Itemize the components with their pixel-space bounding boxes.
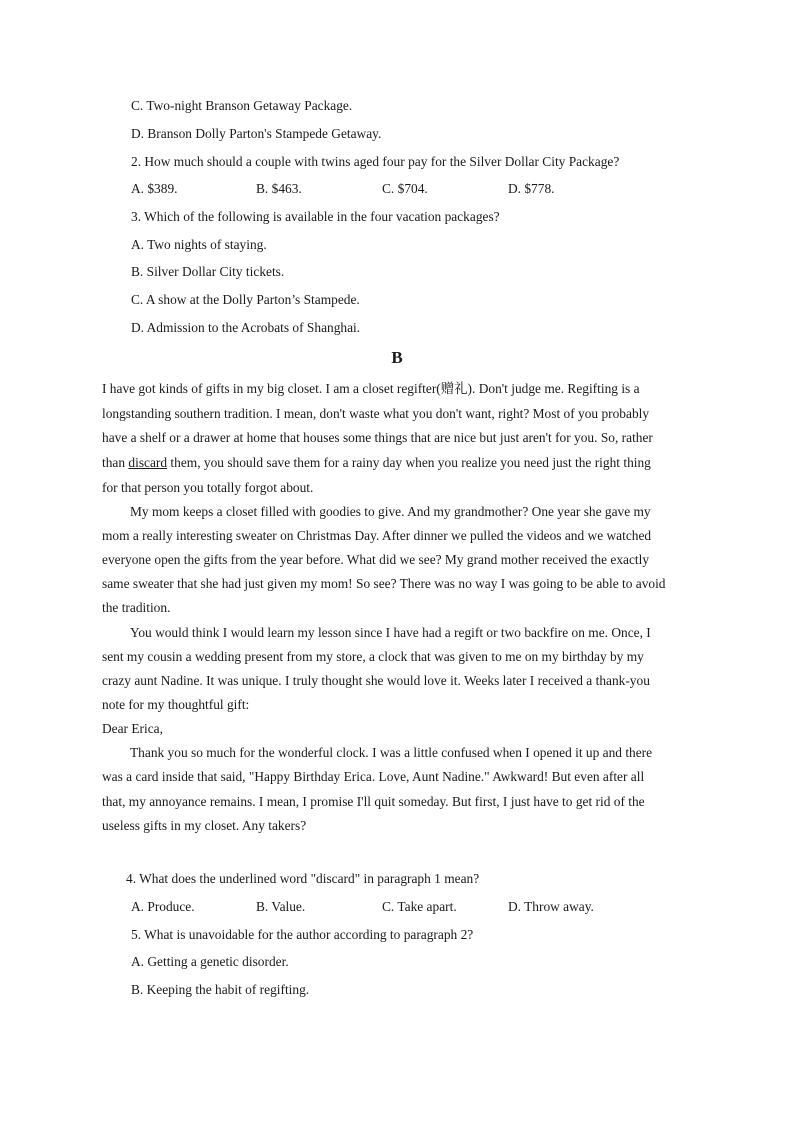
- q4-option-b: B. Value.: [256, 899, 306, 914]
- q2-option-b: B. $463.: [256, 181, 302, 196]
- section-b-heading: B: [391, 348, 403, 367]
- q4-stem: 4. What does the underlined word "discard" in paragraph 1 mean?: [126, 871, 480, 886]
- p3-line-4: note for my thoughtful gift:: [102, 697, 250, 712]
- q4-option-d: D. Throw away.: [508, 899, 594, 914]
- q2-option-c: C. $704.: [382, 181, 428, 196]
- q5-stem: 5. What is unavoidable for the author according to paragraph 2?: [131, 927, 474, 942]
- p1-line-4: [102, 456, 651, 469]
- p3-line-2: sent my cousin a wedding present from my store, a clock that was given to me on my birthday by my: [102, 649, 644, 664]
- q3-stem: 3. Which of the following is available in the four vacation packages?: [131, 209, 500, 224]
- q5-option-a: A. Getting a genetic disorder.: [131, 954, 289, 969]
- p1-line-2: longstanding southern tradition. I mean, don't waste what you don't want, right? Most of you probably: [102, 406, 650, 421]
- p2-line-3: everyone open the gifts from the year before. What did we see? My grand mother received the exactly: [102, 552, 650, 567]
- p2-line-2: mom a really interesting sweater on Christmas Day. After dinner we pulled the videos and we watched: [102, 528, 652, 543]
- q2-stem: 2. How much should a couple with twins aged four pay for the Silver Dollar City Package?: [131, 154, 620, 169]
- q3-option-d: D. Admission to the Acrobats of Shanghai.: [131, 320, 361, 335]
- p1-line-4-after: them, you should save them for a rainy day when you realize you need just the right thing: [167, 455, 651, 470]
- q5-option-b: B. Keeping the habit of regifting.: [131, 982, 310, 997]
- p2-line-1: My mom keeps a closet filled with goodies to give. And my grandmother? One year she gave my: [130, 504, 651, 519]
- q2-option-d: D. $778.: [508, 181, 555, 196]
- p1-line-5: for that person you totally forgot about.: [102, 480, 314, 495]
- p3-line-1: You would think I would learn my lesson since I have had a regift or two backfire on me. Once, I: [130, 625, 651, 640]
- q2-option-a: A. $389.: [131, 181, 178, 196]
- q4-option-c: C. Take apart.: [382, 899, 457, 914]
- q3-option-a: A. Two nights of staying.: [131, 237, 267, 252]
- p2-line-5: the tradition.: [102, 600, 171, 615]
- q3-option-c: C. A show at the Dolly Parton’s Stampede.: [131, 292, 360, 307]
- p4-line-1: Thank you so much for the wonderful clock. I was a little confused when I opened it up and there: [130, 745, 653, 760]
- p1-line-1: I have got kinds of gifts in my big closet. I am a closet regifter(赠礼). Don't judge me. Regifting is a: [102, 381, 640, 396]
- underlined-word-discard: discard: [128, 455, 168, 470]
- p2-line-4: same sweater that she had just given my mom! So see? There was no way I was going to be able to avoid: [102, 576, 666, 591]
- q4-option-a: A. Produce.: [131, 899, 195, 914]
- p4-line-4: useless gifts in my closet. Any takers?: [102, 818, 307, 833]
- p4-line-3: that, my annoyance remains. I mean, I promise I'll quit someday. But first, I just have to get rid of the: [102, 794, 645, 809]
- p1-line-3: have a shelf or a drawer at home that houses some things that are nice but just aren't for you. So, rather: [102, 430, 653, 445]
- q1-option-d: D. Branson Dolly Parton's Stampede Getaway.: [131, 126, 382, 141]
- p3-line-3: crazy aunt Nadine. It was unique. I truly thought she would love it. Weeks later I received a thank-you: [102, 673, 650, 688]
- p4-line-2: was a card inside that said, "Happy Birthday Erica. Love, Aunt Nadine." Awkward! But even after all: [102, 769, 645, 784]
- q3-option-b: B. Silver Dollar City tickets.: [131, 264, 285, 279]
- q1-option-c: C. Two-night Branson Getaway Package.: [131, 98, 353, 113]
- letter-salutation: Dear Erica,: [102, 721, 163, 736]
- p1-line-4-before: than: [102, 455, 129, 470]
